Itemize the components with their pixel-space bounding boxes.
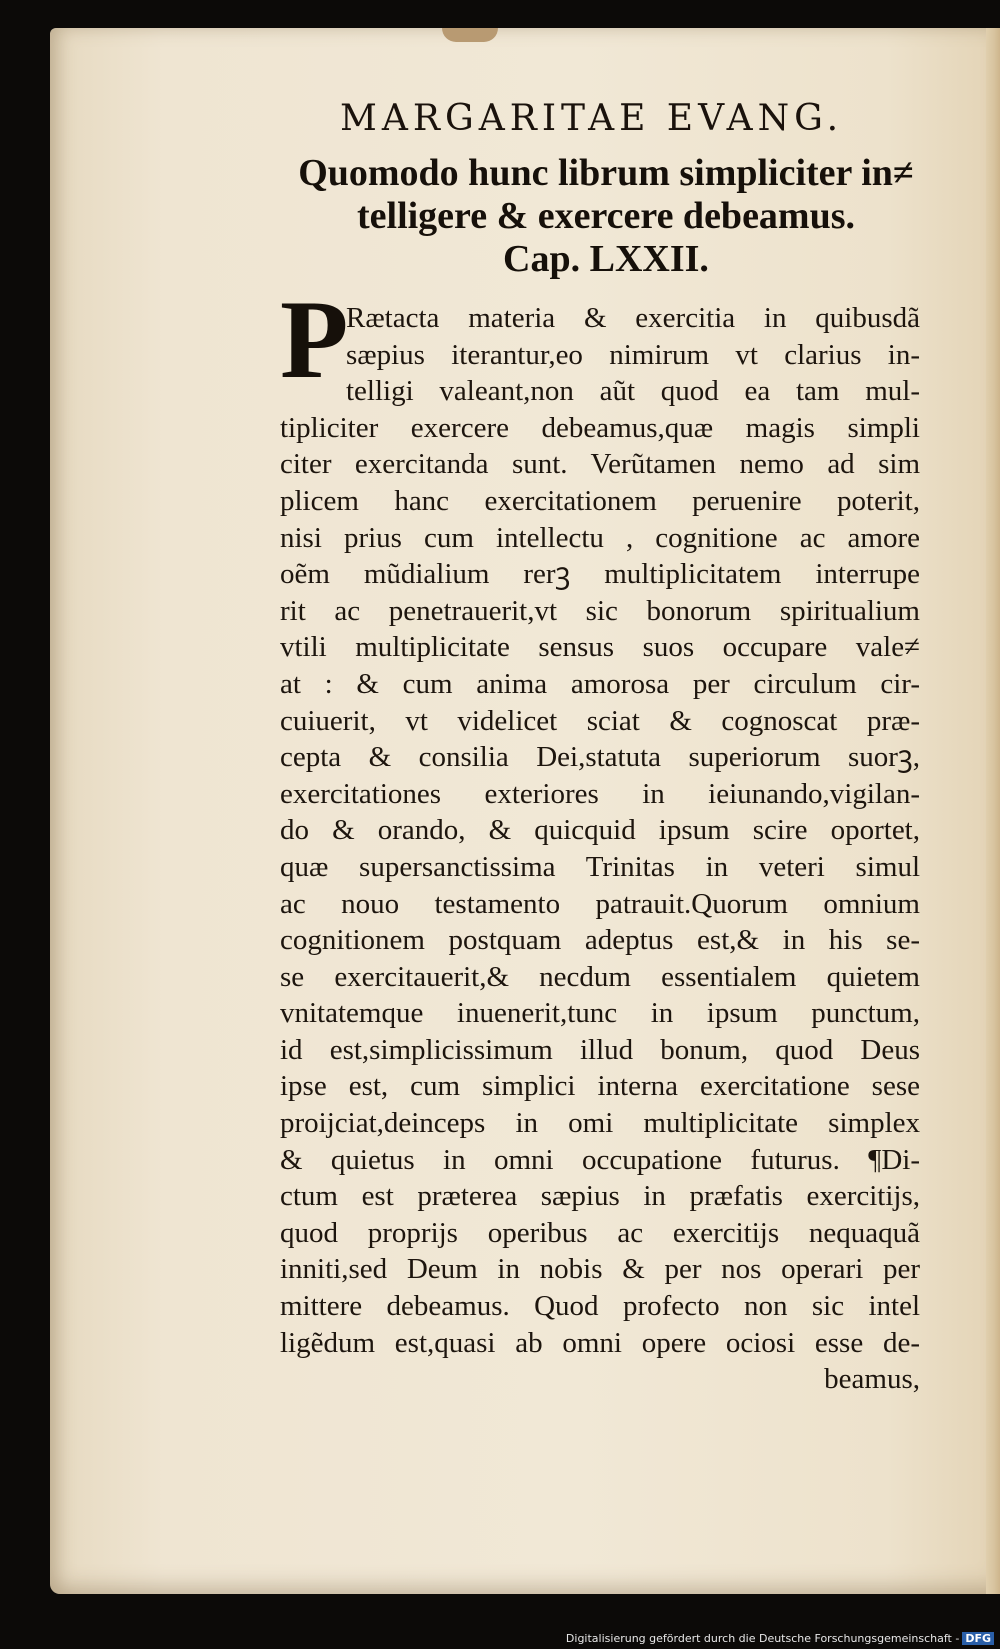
- text-line: vnitatemque inuenerit,tunc in ipsum punctum,: [280, 997, 920, 1030]
- binding-tab-mark: [442, 28, 498, 42]
- text-line: vtili multiplicitate sensus suos occupare vale≠: [280, 631, 920, 664]
- text-line: quod proprijs operibus ac exercitijs nequaquã: [280, 1216, 920, 1249]
- drop-cap-initial: P: [280, 278, 349, 402]
- chapter-title-line: Quomodo hunc librum simpliciter in≠: [298, 152, 914, 194]
- text-line: ligẽdum est,quasi ab omni opere ociosi esse de-: [280, 1326, 920, 1359]
- digitization-credit: [566, 1632, 994, 1645]
- credit-text: Digitalisierung gefördert durch die Deutsche Forschungsgemeinschaft -: [565, 1632, 960, 1645]
- text-line: ac nouo testamento patrauit.Quorum omnium: [280, 887, 920, 920]
- text-line: do & orando, & quicquid ipsum scire oportet,: [280, 814, 920, 847]
- text-line: cuiuerit, vt videlicet sciat & cognoscat præ-: [280, 704, 920, 737]
- text-line: nisi prius cum intellectu , cognitione ac amore: [280, 521, 920, 554]
- text-line: cepta & consilia Dei,statuta superiorum suorꝫ,: [280, 741, 920, 774]
- text-line: telligi valeant,non aũt quod ea tam mul-: [346, 375, 920, 408]
- text-line: se exercitauerit,& necdum essentialem quietem: [280, 960, 920, 993]
- text-line: Rætacta materia & exercitia in quibusdã: [346, 302, 920, 334]
- text-line: mittere debeamus. Quod profecto non sic intel: [280, 1290, 920, 1323]
- chapter-title-line: telligere & exercere debeamus.: [356, 195, 856, 237]
- text-line: oẽm mũdialium rerꝫ multiplicitatem interrupe: [280, 558, 920, 591]
- page-edge: [986, 28, 1000, 1594]
- text-line: citer exercitanda sunt. Verũtamen nemo ad sim: [280, 448, 920, 481]
- text-line: quæ supersanctissima Trinitas in veteri simul: [280, 850, 920, 883]
- text-line: at : & cum anima amorosa per circulum cir-: [280, 667, 920, 700]
- text-line: exercitationes exteriores in ieiunando,vigilan-: [280, 777, 920, 810]
- text-line: inniti,sed Deum in nobis & per nos operari per: [280, 1253, 920, 1286]
- chapter-title: [296, 152, 916, 281]
- running-head: MARGARITAE EVANG.: [340, 98, 844, 139]
- text-line: tipliciter exercere debeamus,quæ magis simpli: [280, 411, 920, 444]
- text-line: rit ac penetrauerit,vt sic bonorum spiritualium: [280, 594, 920, 627]
- text-line: cognitionem postquam adeptus est,& in his se-: [280, 924, 920, 957]
- body-text: [280, 300, 920, 1398]
- text-line: plicem hanc exercitationem peruenire poterit,: [280, 484, 920, 517]
- text-line: id est,simplicissimum illud bonum, quod Deus: [280, 1033, 920, 1066]
- text-line: & quietus in omni occupatione futurus. ¶Di-: [280, 1143, 920, 1176]
- text-line: sæpius iterantur,eo nimirum vt clarius in-: [346, 338, 920, 371]
- text-line: ctum est præterea sæpius in præfatis exercitijs,: [280, 1180, 920, 1213]
- catchword-line: beamus,: [824, 1363, 920, 1396]
- text-line: proijciat,deinceps in omi multiplicitate simplex: [280, 1107, 920, 1140]
- chapter-number: Cap. LXXII.: [503, 238, 709, 280]
- dfg-logo-badge: DFG: [962, 1632, 994, 1645]
- text-line: ipse est, cum simplici interna exercitatione sese: [280, 1070, 920, 1103]
